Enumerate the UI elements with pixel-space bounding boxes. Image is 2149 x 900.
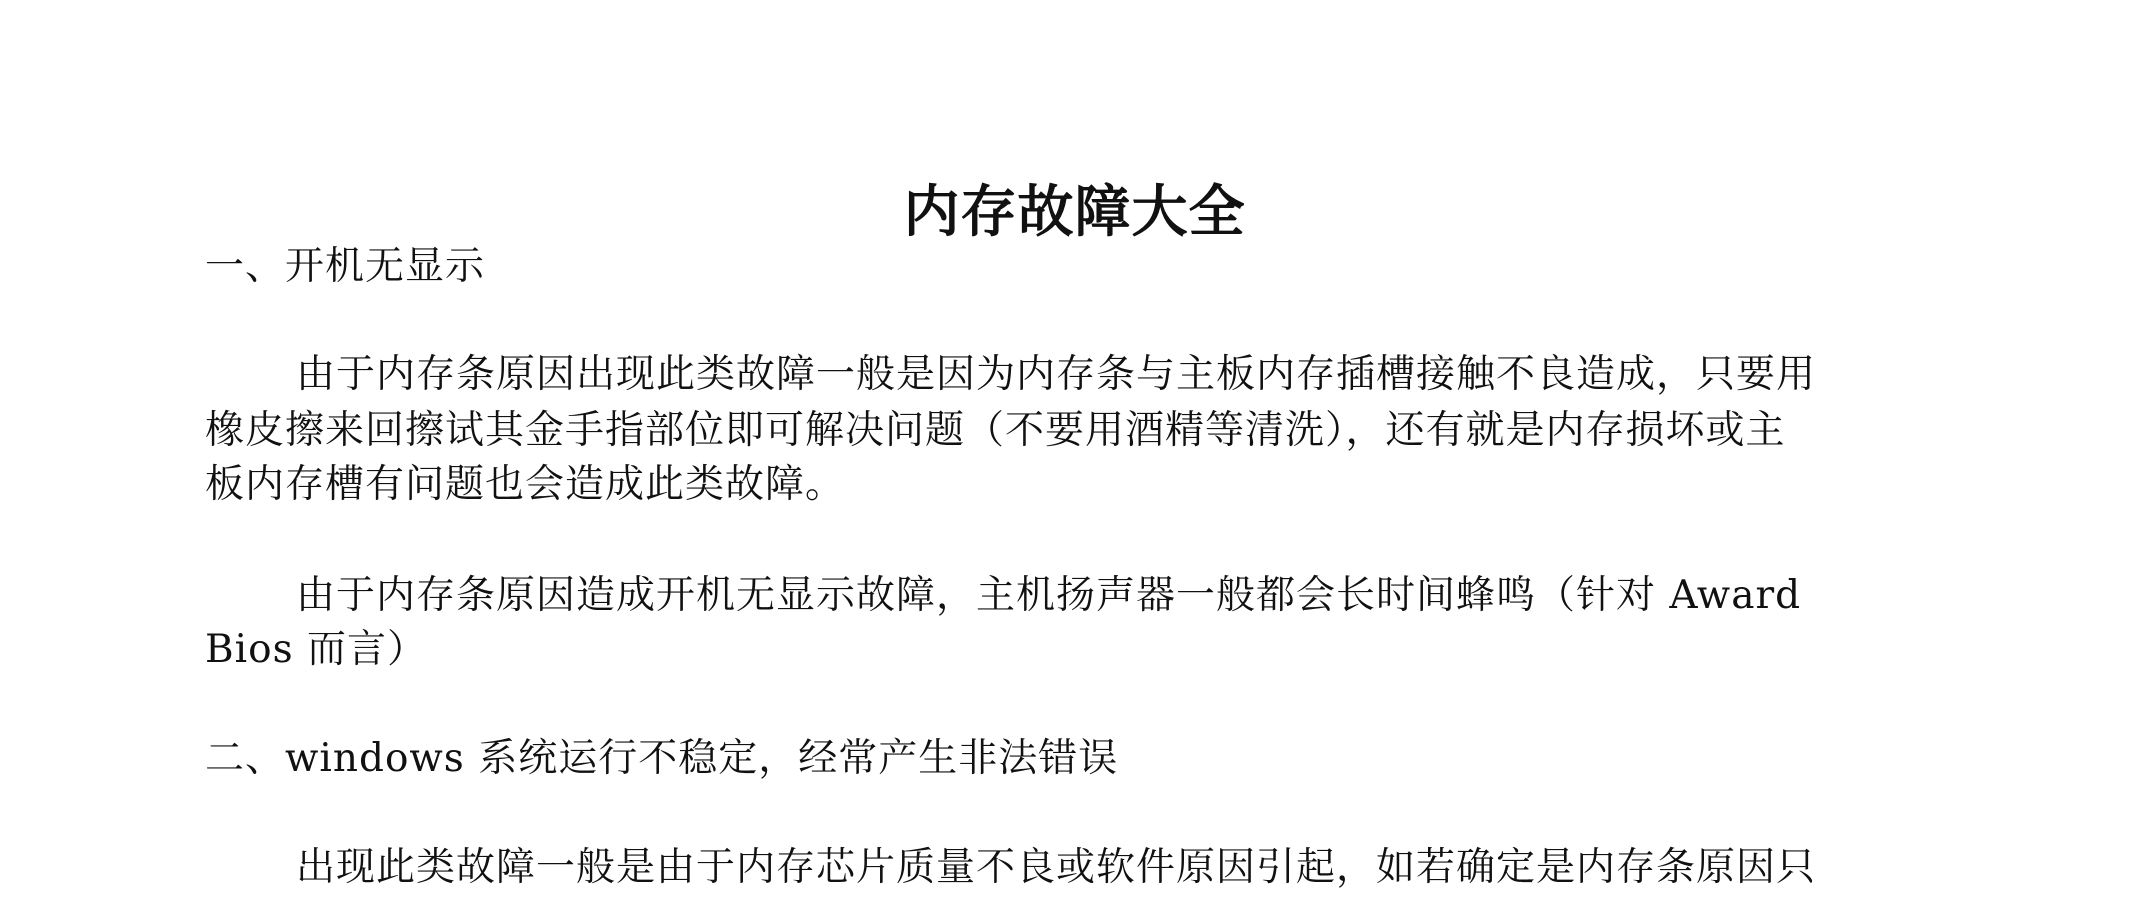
paragraph-line: 由于内存条原因造成开机无显示故障，主机扬声器一般都会长时间蜂鸣（针对 Award	[296, 573, 1802, 618]
section-heading-1: 一、开机无显示	[205, 244, 486, 289]
paragraph-line: 橡皮擦来回擦试其金手指部位即可解决问题（不要用酒精等清洗），还有就是内存损坏或主	[205, 408, 1786, 453]
document-title: 内存故障大全	[903, 180, 1246, 245]
paragraph-line: 板内存槽有问题也会造成此类故障。	[205, 462, 846, 507]
paragraph-line: Bios 而言）	[205, 627, 428, 672]
section-heading-2: 二、windows 系统运行不稳定，经常产生非法错误	[205, 736, 1119, 781]
paragraph-line: 出现此类故障一般是由于内存芯片质量不良或软件原因引起，如若确定是内存条原因只	[296, 845, 1817, 890]
paragraph-line: 由于内存条原因出现此类故障一般是因为内存条与主板内存插槽接触不良造成，只要用	[296, 352, 1817, 397]
